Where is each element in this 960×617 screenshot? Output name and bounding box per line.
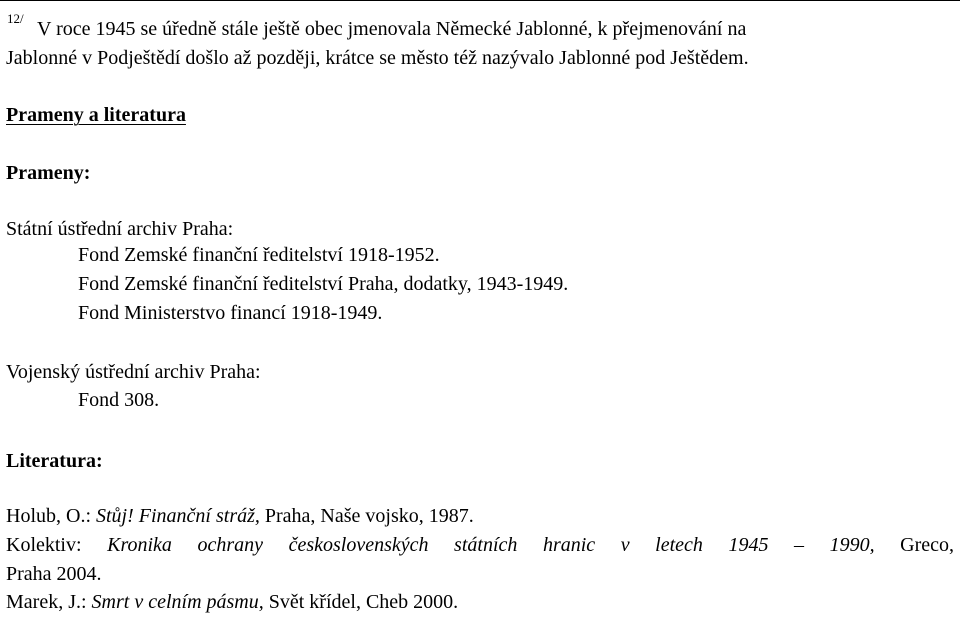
entry-title: Kronika ochrany československých státních hranic v letech 1945 – 1990,	[107, 534, 875, 556]
literature-entry-1	[6, 506, 474, 526]
entry-publication: Greco,	[874, 534, 954, 556]
literature-heading: Literatura:	[6, 450, 103, 472]
entry-title: Smrt v celním pásmu,	[91, 591, 264, 613]
archive-name-1: Státní ústřední archiv Praha:	[6, 218, 234, 240]
section-title: Prameny a literatura	[6, 104, 186, 126]
archive-2-item: Fond 308.	[78, 389, 160, 411]
sources-heading: Prameny:	[6, 162, 91, 184]
footnote-number: 12/	[7, 11, 24, 26]
entry-author: Kolektiv:	[6, 534, 108, 556]
footnote-text-line-1: V roce 1945 se úředně stále ještě obec jmenovala Německé Jablonné, k přejmenování na	[37, 18, 747, 40]
entry-publication: Praha, Naše vojsko, 1987.	[259, 505, 474, 527]
entry-author: Holub, O.:	[6, 505, 96, 527]
entry-title: Stůj! Finanční stráž,	[96, 505, 260, 527]
entry-author: Marek, J.:	[6, 591, 92, 613]
literature-entry-2-line-2: Praha 2004.	[6, 563, 102, 585]
archive-1-item: Fond Ministerstvo financí 1918-1949.	[78, 302, 383, 324]
footnote-text-line-2: Jablonné v Podještědí došlo až později, krátce se město též nazývalo Jablonné pod Ještědem.	[6, 47, 749, 69]
literature-entry-2-line-1	[6, 535, 954, 555]
archive-1-item: Fond Zemské finanční ředitelství Praha, dodatky, 1943-1949.	[78, 273, 569, 295]
archive-1-item: Fond Zemské finanční ředitelství 1918-1952.	[78, 244, 440, 266]
footnote-separator	[0, 0, 960, 1]
literature-entry-3	[6, 592, 458, 612]
entry-publication: Svět křídel, Cheb 2000.	[263, 591, 459, 613]
archive-name-2: Vojenský ústřední archiv Praha:	[6, 361, 261, 383]
